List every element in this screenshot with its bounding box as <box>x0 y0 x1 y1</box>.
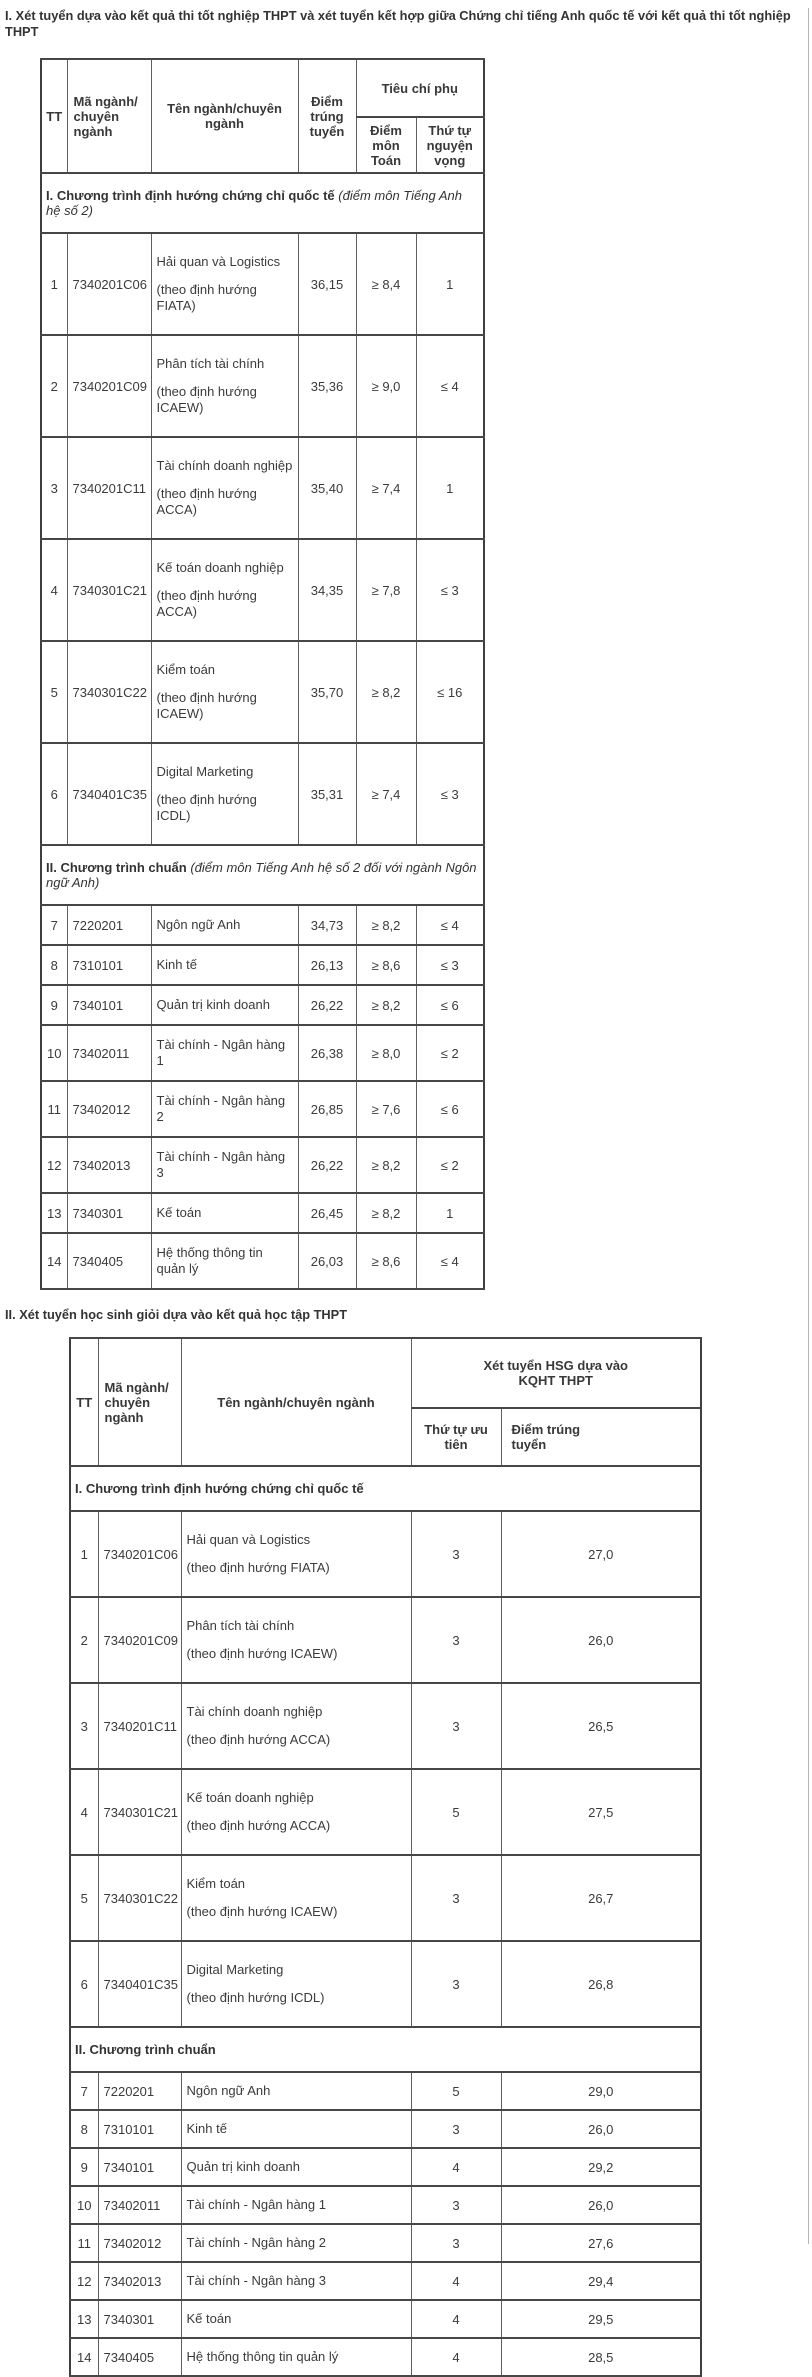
cell-priority: 3 <box>411 2110 501 2148</box>
cell-tt: 14 <box>70 2338 98 2376</box>
cell-code: 73402011 <box>67 1025 151 1081</box>
cell-name: Tài chính - Ngân hàng 1 <box>181 2186 411 2224</box>
cell-name: Kế toán doanh nghiệp (theo định hướng ACCA) <box>181 1769 411 1855</box>
table-row <box>41 743 484 845</box>
cell-code: 7340301 <box>98 2300 181 2338</box>
table-row <box>41 985 484 1025</box>
cell-math: ≥ 8,4 <box>356 233 416 335</box>
cell-code: 7340405 <box>67 1233 151 1289</box>
cell-name: Quản trị kinh doanh <box>151 985 298 1025</box>
table-row <box>70 1597 701 1683</box>
col-header-subcriteria: Tiêu chí phụ <box>356 59 484 117</box>
cell-code: 7340201C11 <box>67 437 151 539</box>
table-row <box>70 2224 701 2262</box>
section-row <box>70 1466 701 1511</box>
cell-math: ≥ 7,4 <box>356 437 416 539</box>
cell-name: Phân tích tài chính (theo định hướng ICAEW) <box>151 335 298 437</box>
cell-priority: 3 <box>411 2186 501 2224</box>
cell-tt: 6 <box>41 743 67 845</box>
cell-score: 26,0 <box>501 1597 701 1683</box>
cell-priority: 3 <box>411 1855 501 1941</box>
cell-score: 28,5 <box>501 2338 701 2376</box>
cell-score: 27,5 <box>501 1769 701 1855</box>
cell-tt: 11 <box>70 2224 98 2262</box>
cell-code: 7340201C06 <box>98 1511 181 1597</box>
cell-name: Hải quan và Logistics (theo định hướng FIATA) <box>181 1511 411 1597</box>
cell-code: 73402012 <box>98 2224 181 2262</box>
cell-score: 29,2 <box>501 2148 701 2186</box>
cell-priority: ≤ 3 <box>416 945 484 985</box>
table-row <box>70 1769 701 1855</box>
cell-math: ≥ 8,2 <box>356 985 416 1025</box>
cell-score: 26,7 <box>501 1855 701 1941</box>
cell-tt: 9 <box>41 985 67 1025</box>
cell-code: 7340201C11 <box>98 1683 181 1769</box>
col-header-admission-score: Điểm trúng tuyển <box>501 1408 701 1466</box>
cell-name: Hệ thống thông tin quản lý <box>181 2338 411 2376</box>
cell-math: ≥ 8,2 <box>356 641 416 743</box>
cell-math: ≥ 9,0 <box>356 335 416 437</box>
cell-score: 34,73 <box>298 905 356 945</box>
cell-tt: 12 <box>41 1137 67 1193</box>
cell-code: 73402012 <box>67 1081 151 1137</box>
cell-math: ≥ 8,0 <box>356 1025 416 1081</box>
cell-priority: ≤ 3 <box>416 743 484 845</box>
table-row <box>70 2072 701 2110</box>
table-row <box>41 233 484 335</box>
cell-code: 73402013 <box>67 1137 151 1193</box>
col-header-math-score: Điểm môn Toán <box>356 117 416 173</box>
cell-score: 26,5 <box>501 1683 701 1769</box>
table-row <box>41 335 484 437</box>
cell-tt: 10 <box>41 1025 67 1081</box>
cell-score: 29,5 <box>501 2300 701 2338</box>
cell-score: 29,4 <box>501 2262 701 2300</box>
cell-score: 35,31 <box>298 743 356 845</box>
table-row <box>41 539 484 641</box>
cell-code: 7310101 <box>67 945 151 985</box>
col-header-tt: TT <box>41 59 67 173</box>
cell-tt: 13 <box>41 1193 67 1233</box>
cell-priority: 4 <box>411 2338 501 2376</box>
cell-code: 7340101 <box>98 2148 181 2186</box>
page-right-edge <box>808 8 809 2244</box>
cell-priority: 1 <box>416 437 484 539</box>
cell-tt: 2 <box>70 1597 98 1683</box>
cell-score: 27,6 <box>501 2224 701 2262</box>
cell-priority: 4 <box>411 2300 501 2338</box>
table-row <box>41 905 484 945</box>
cell-score: 26,38 <box>298 1025 356 1081</box>
cell-name: Tài chính - Ngân hàng 2 <box>181 2224 411 2262</box>
table-row <box>70 2262 701 2300</box>
cell-math: ≥ 7,8 <box>356 539 416 641</box>
cell-tt: 1 <box>41 233 67 335</box>
cell-score: 26,13 <box>298 945 356 985</box>
cell-tt: 2 <box>41 335 67 437</box>
table-hsg-body <box>70 1466 701 2376</box>
cell-priority: ≤ 6 <box>416 1081 484 1137</box>
cell-code: 7220201 <box>67 905 151 945</box>
cell-name: Ngôn ngữ Anh <box>181 2072 411 2110</box>
table-row <box>70 1511 701 1597</box>
cell-name: Ngôn ngữ Anh <box>151 905 298 945</box>
cell-priority: ≤ 16 <box>416 641 484 743</box>
cell-name: Tài chính - Ngân hàng 3 <box>151 1137 298 1193</box>
cell-math: ≥ 7,4 <box>356 743 416 845</box>
cell-score: 27,0 <box>501 1511 701 1597</box>
cell-code: 7340401C35 <box>98 1941 181 2027</box>
cell-tt: 3 <box>41 437 67 539</box>
col-header-wish-order: Thứ tự nguyện vọng <box>416 117 484 173</box>
section-title: II. Chương trình chuẩn <box>70 2027 701 2072</box>
cell-priority: 3 <box>411 1683 501 1769</box>
page-title-hsg: II. Xét tuyển học sinh giỏi dựa vào kết quả học tập THPT <box>5 1307 348 1322</box>
cell-tt: 3 <box>70 1683 98 1769</box>
cell-tt: 4 <box>41 539 67 641</box>
table-row <box>70 1855 701 1941</box>
cell-priority: 4 <box>411 2262 501 2300</box>
table-row <box>70 2338 701 2376</box>
cell-priority: ≤ 4 <box>416 1233 484 1289</box>
cell-score: 26,45 <box>298 1193 356 1233</box>
table-thpt-body <box>41 173 484 1289</box>
cell-code: 73402013 <box>98 2262 181 2300</box>
section-title: I. Chương trình định hướng chứng chỉ quốc tế <box>70 1466 701 1511</box>
cell-score: 26,0 <box>501 2110 701 2148</box>
cell-name: Hệ thống thông tin quản lý <box>151 1233 298 1289</box>
cell-math: ≥ 8,2 <box>356 1193 416 1233</box>
cell-tt: 4 <box>70 1769 98 1855</box>
cell-math: ≥ 7,6 <box>356 1081 416 1137</box>
cell-tt: 14 <box>41 1233 67 1289</box>
cell-code: 7340201C09 <box>98 1597 181 1683</box>
cell-tt: 5 <box>70 1855 98 1941</box>
col-header-priority-order: Thứ tự ưu tiên <box>411 1408 501 1466</box>
cell-code: 7340301C22 <box>98 1855 181 1941</box>
cell-name: Kiểm toán (theo định hướng ICAEW) <box>181 1855 411 1941</box>
cell-score: 26,22 <box>298 985 356 1025</box>
table-row <box>70 2186 701 2224</box>
cell-priority: 1 <box>416 1193 484 1233</box>
section-title: II. Chương trình chuẩn (điểm môn Tiếng Anh hệ số 2 đối với ngành Ngôn ngữ Anh) <box>41 845 484 905</box>
cell-score: 26,8 <box>501 1941 701 2027</box>
cell-code: 7340301C21 <box>67 539 151 641</box>
cell-priority: 3 <box>411 1941 501 2027</box>
cell-math: ≥ 8,2 <box>356 905 416 945</box>
cell-score: 35,70 <box>298 641 356 743</box>
cell-tt: 8 <box>70 2110 98 2148</box>
cell-name: Tài chính - Ngân hàng 3 <box>181 2262 411 2300</box>
cell-tt: 7 <box>70 2072 98 2110</box>
cell-priority: 5 <box>411 2072 501 2110</box>
col-header-code: Mã ngành/ chuyên ngành <box>98 1338 181 1466</box>
cell-code: 7340405 <box>98 2338 181 2376</box>
cell-priority: 3 <box>411 2224 501 2262</box>
cell-tt: 11 <box>41 1081 67 1137</box>
cell-score: 26,03 <box>298 1233 356 1289</box>
cell-name: Tài chính - Ngân hàng 1 <box>151 1025 298 1081</box>
cell-priority: ≤ 2 <box>416 1137 484 1193</box>
cell-tt: 6 <box>70 1941 98 2027</box>
cell-name: Kế toán <box>181 2300 411 2338</box>
cell-score: 35,40 <box>298 437 356 539</box>
table-row <box>41 1233 484 1289</box>
cell-name: Kiểm toán (theo định hướng ICAEW) <box>151 641 298 743</box>
cell-tt: 1 <box>70 1511 98 1597</box>
cell-code: 7310101 <box>98 2110 181 2148</box>
cell-name: Kế toán doanh nghiệp (theo định hướng ACCA) <box>151 539 298 641</box>
cell-name: Hải quan và Logistics (theo định hướng FIATA) <box>151 233 298 335</box>
cell-priority: ≤ 3 <box>416 539 484 641</box>
table-row <box>70 1941 701 2027</box>
cell-code: 7340301 <box>67 1193 151 1233</box>
section-row <box>41 845 484 905</box>
table-row <box>41 641 484 743</box>
cell-tt: 7 <box>41 905 67 945</box>
cell-math: ≥ 8,6 <box>356 945 416 985</box>
table-row <box>41 1025 484 1081</box>
cell-priority: 5 <box>411 1769 501 1855</box>
table-row <box>41 945 484 985</box>
col-header-hsg-group: Xét tuyển HSG dựa vào KQHT THPT <box>411 1338 701 1408</box>
cell-priority: 3 <box>411 1511 501 1597</box>
cell-priority: 4 <box>411 2148 501 2186</box>
cell-score: 29,0 <box>501 2072 701 2110</box>
cell-priority: ≤ 4 <box>416 335 484 437</box>
cell-priority: ≤ 4 <box>416 905 484 945</box>
section-row <box>70 2027 701 2072</box>
cell-tt: 10 <box>70 2186 98 2224</box>
cell-score: 35,36 <box>298 335 356 437</box>
table-row <box>41 1137 484 1193</box>
cell-tt: 8 <box>41 945 67 985</box>
cell-score: 26,85 <box>298 1081 356 1137</box>
cell-tt: 9 <box>70 2148 98 2186</box>
table-row <box>41 1081 484 1137</box>
cell-name: Phân tích tài chính (theo định hướng ICAEW) <box>181 1597 411 1683</box>
cell-priority: ≤ 2 <box>416 1025 484 1081</box>
table-row <box>70 2110 701 2148</box>
col-header-code: Mã ngành/ chuyên ngành <box>67 59 151 173</box>
cell-code: 7340401C35 <box>67 743 151 845</box>
admission-table-thpt <box>40 58 485 1290</box>
cell-priority: 3 <box>411 1597 501 1683</box>
cell-name: Kinh tế <box>181 2110 411 2148</box>
table-row <box>41 1193 484 1233</box>
table-row <box>70 2148 701 2186</box>
cell-code: 7340101 <box>67 985 151 1025</box>
cell-tt: 13 <box>70 2300 98 2338</box>
table-row <box>70 2300 701 2338</box>
cell-name: Quản trị kinh doanh <box>181 2148 411 2186</box>
cell-score: 34,35 <box>298 539 356 641</box>
cell-priority: 1 <box>416 233 484 335</box>
cell-score: 26,22 <box>298 1137 356 1193</box>
cell-tt: 12 <box>70 2262 98 2300</box>
cell-code: 7340301C21 <box>98 1769 181 1855</box>
cell-score: 36,15 <box>298 233 356 335</box>
page-title-thpt: I. Xét tuyển dựa vào kết quả thi tốt nghiệp THPT và xét tuyển kết hợp giữa Chứng chỉ tiếng Anh quốc tế với kết quả thi tốt nghiệp THPT <box>5 8 791 39</box>
cell-name: Digital Marketing (theo định hướng ICDL) <box>181 1941 411 2027</box>
cell-tt: 5 <box>41 641 67 743</box>
col-header-name: Tên ngành/chuyên ngành <box>181 1338 411 1466</box>
cell-name: Kế toán <box>151 1193 298 1233</box>
section-title: I. Chương trình định hướng chứng chỉ quốc tế (điểm môn Tiếng Anh hệ số 2) <box>41 173 484 233</box>
cell-name: Tài chính - Ngân hàng 2 <box>151 1081 298 1137</box>
cell-name: Tài chính doanh nghiệp (theo định hướng ACCA) <box>181 1683 411 1769</box>
cell-priority: ≤ 6 <box>416 985 484 1025</box>
cell-code: 7340301C22 <box>67 641 151 743</box>
table-row <box>70 1683 701 1769</box>
table-row <box>41 437 484 539</box>
cell-math: ≥ 8,6 <box>356 1233 416 1289</box>
cell-name: Digital Marketing (theo định hướng ICDL) <box>151 743 298 845</box>
cell-name: Kinh tế <box>151 945 298 985</box>
admission-table-hsg <box>69 1337 702 2377</box>
cell-name: Tài chính doanh nghiệp (theo định hướng ACCA) <box>151 437 298 539</box>
cell-code: 73402011 <box>98 2186 181 2224</box>
section-row <box>41 173 484 233</box>
col-header-name: Tên ngành/chuyên ngành <box>151 59 298 173</box>
cell-code: 7340201C09 <box>67 335 151 437</box>
col-header-score: Điểm trúng tuyển <box>298 59 356 173</box>
col-header-tt: TT <box>70 1338 98 1466</box>
cell-score: 26,0 <box>501 2186 701 2224</box>
cell-math: ≥ 8,2 <box>356 1137 416 1193</box>
cell-code: 7220201 <box>98 2072 181 2110</box>
cell-code: 7340201C06 <box>67 233 151 335</box>
